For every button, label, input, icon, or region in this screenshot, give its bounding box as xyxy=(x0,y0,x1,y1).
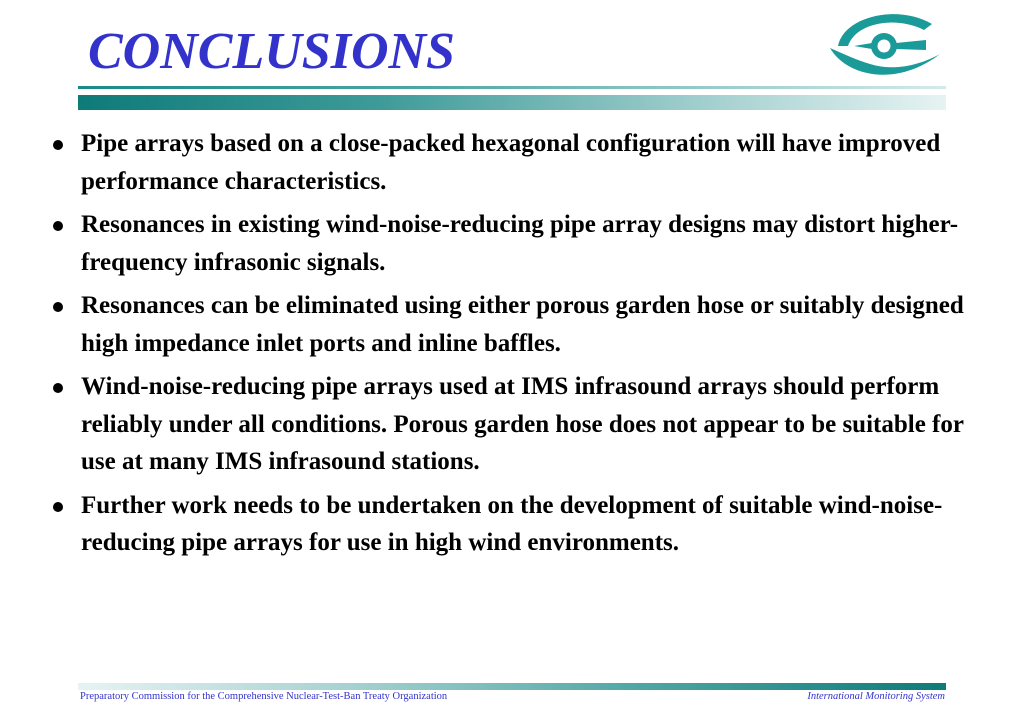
header-divider-thick xyxy=(78,95,946,110)
ctbto-logo-icon xyxy=(826,6,944,84)
list-item xyxy=(50,487,965,562)
conclusions-list xyxy=(50,125,965,568)
bullet-icon xyxy=(53,302,63,312)
bullet-text: Resonances in existing wind-noise-reducing pipe array designs may distort higher-frequency infrasonic signals. xyxy=(81,211,959,276)
bullet-text: Wind-noise-reducing pipe arrays used at IMS infrasound arrays should perform reliably under all conditions. Porous garden hose does not appear to be suitable for use at many IMS infrasound stations. xyxy=(81,373,964,475)
footer-organization: Preparatory Commission for the Comprehensive Nuclear-Test-Ban Treaty Organization xyxy=(80,691,448,702)
bullet-icon xyxy=(53,383,63,393)
list-item xyxy=(50,368,965,481)
bullet-text: Resonances can be eliminated using either porous garden hose or suitably designed high impedance inlet ports and inline baffles. xyxy=(81,292,964,357)
list-item xyxy=(50,287,965,362)
footer-system-name: International Monitoring System xyxy=(807,691,945,702)
bullet-icon xyxy=(53,140,63,150)
list-item xyxy=(50,125,965,200)
bullet-icon xyxy=(53,221,63,231)
header-divider-thin xyxy=(78,86,946,89)
list-item xyxy=(50,206,965,281)
slide-title: CONCLUSIONS xyxy=(88,23,455,80)
bullet-text: Pipe arrays based on a close-packed hexagonal configuration will have improved performance characteristics. xyxy=(81,130,941,195)
bullet-icon xyxy=(53,502,63,512)
header-divider xyxy=(78,86,946,112)
footer-divider xyxy=(78,683,946,690)
bullet-text: Further work needs to be undertaken on the development of suitable wind-noise-reducing pipe arrays for use in high wind environments. xyxy=(81,491,943,556)
